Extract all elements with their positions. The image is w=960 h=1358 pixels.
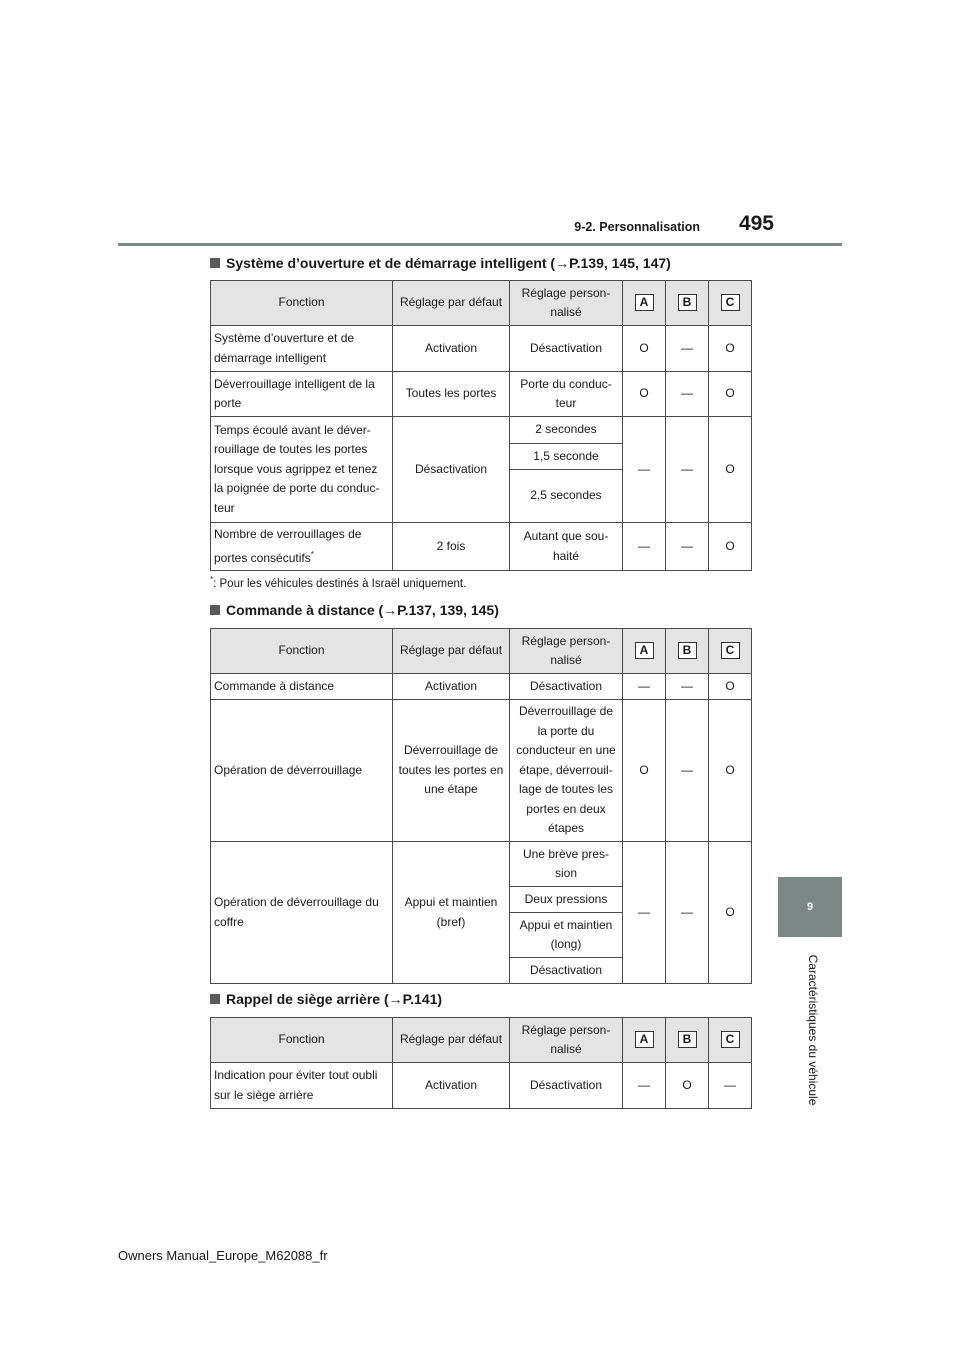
cell-function: Déverrouillage intelligent de la porte — [211, 372, 393, 417]
cell-default: Appui et maintien (bref) — [393, 842, 510, 984]
page-number: 495 — [738, 212, 774, 235]
footnote-marker: * — [310, 549, 314, 559]
cell-default: Désactivation — [393, 417, 510, 523]
cell-a: O — [623, 700, 666, 842]
table-row — [211, 523, 752, 571]
header-b — [666, 281, 709, 326]
cell-custom: Appui et maintien (long) — [510, 913, 623, 958]
table-row — [211, 417, 752, 444]
table-header-row — [211, 629, 752, 674]
table-row — [211, 326, 752, 372]
section-title: 9-2. Personnalisation — [574, 220, 700, 234]
cell-c: O — [709, 372, 752, 417]
section-heading-rear-seat — [210, 991, 442, 1007]
footnote-mark: * — [210, 575, 214, 584]
cell-c: O — [709, 417, 752, 523]
cell-b: — — [666, 842, 709, 984]
header-default: Réglage par défaut — [393, 281, 510, 326]
cell-default: Activation — [393, 1063, 510, 1109]
label-b: B — [678, 642, 697, 659]
label-c: C — [721, 294, 740, 311]
cell-custom: Désactivation — [510, 674, 623, 700]
label-b: B — [678, 1031, 697, 1048]
cell-c: O — [709, 700, 752, 842]
cell-a: O — [623, 326, 666, 372]
cell-custom: Deux pressions — [510, 887, 623, 913]
cell-b: — — [666, 417, 709, 523]
section-heading-remote — [210, 602, 499, 618]
table-intelligent-entry — [210, 280, 752, 571]
cell-function-text: Nombre de verrouillages de portes consécutifs — [214, 527, 362, 565]
header-default: Réglage par défaut — [393, 629, 510, 674]
section-heading-text: Rappel de siège arrière (→P.141) — [226, 991, 443, 1007]
table-row — [211, 700, 752, 842]
cell-function: Opération de déverrouillage — [211, 700, 393, 842]
cell-custom: Une brève pres-sion — [510, 842, 623, 887]
header-b — [666, 1018, 709, 1063]
header-c — [709, 629, 752, 674]
header-function: Fonction — [211, 281, 393, 326]
cell-a: — — [623, 674, 666, 700]
cell-default: Toutes les portes — [393, 372, 510, 417]
cell-default: Activation — [393, 326, 510, 372]
cell-default: Activation — [393, 674, 510, 700]
table-row — [211, 674, 752, 700]
header-custom: Réglage person-nalisé — [510, 281, 623, 326]
section-heading-text: Système d’ouverture et de démarrage intelligent (→P.139, 145, 147) — [226, 255, 671, 271]
table-rear-seat — [210, 1017, 752, 1109]
header-function: Fonction — [211, 1018, 393, 1063]
chapter-tab — [778, 877, 842, 937]
cell-custom: Déverrouillage de la porte du conducteur en une étape, déverrouil-lage de toutes les portes en deux étapes — [510, 700, 623, 842]
footer-manual-id: Owners Manual_Europe_M62088_fr — [118, 1248, 328, 1263]
cell-function: Opération de déverrouillage du coffre — [211, 842, 393, 984]
cell-custom: Autant que sou-haité — [510, 523, 623, 571]
cell-function: Indication pour éviter tout oubli sur le siège arrière — [211, 1063, 393, 1109]
cell-b: O — [666, 1063, 709, 1109]
table-row — [211, 842, 752, 887]
square-bullet-icon — [210, 994, 220, 1004]
square-bullet-icon — [210, 258, 220, 268]
cell-function: Système d’ouverture et de démarrage intelligent — [211, 326, 393, 372]
cell-c: O — [709, 326, 752, 372]
header-function: Fonction — [211, 629, 393, 674]
table-header-row — [211, 1018, 752, 1063]
cell-b: — — [666, 326, 709, 372]
label-a: A — [635, 642, 654, 659]
label-c: C — [721, 1031, 740, 1048]
cell-custom: 2,5 secondes — [510, 470, 623, 523]
label-c: C — [721, 642, 740, 659]
cell-a: — — [623, 523, 666, 571]
cell-custom: Désactivation — [510, 326, 623, 372]
cell-function: Temps écoulé avant le déver-rouillage de toutes les portes lorsque vous agrippez et tenez la poignée de porte du conduc-teur — [211, 417, 393, 523]
table-header-row — [211, 281, 752, 326]
cell-c: O — [709, 842, 752, 984]
cell-c: O — [709, 523, 752, 571]
cell-custom: 2 secondes — [510, 417, 623, 444]
table-row — [211, 1063, 752, 1109]
cell-a: — — [623, 1063, 666, 1109]
cell-b: — — [666, 700, 709, 842]
footnote-text: : Pour les véhicules destinés à Israël uniquement. — [213, 577, 467, 590]
cell-function: Commande à distance — [211, 674, 393, 700]
cell-custom: Porte du conduc-teur — [510, 372, 623, 417]
header-default: Réglage par défaut — [393, 1018, 510, 1063]
cell-c: O — [709, 674, 752, 700]
label-b: B — [678, 294, 697, 311]
header-a — [623, 1018, 666, 1063]
section-heading-intelligent-entry — [210, 255, 671, 271]
cell-custom: Désactivation — [510, 1063, 623, 1109]
cell-b: — — [666, 372, 709, 417]
table-row — [211, 372, 752, 417]
cell-c: — — [709, 1063, 752, 1109]
chapter-number: 9 — [806, 901, 814, 913]
cell-a: O — [623, 372, 666, 417]
header-c — [709, 281, 752, 326]
header-c — [709, 1018, 752, 1063]
label-a: A — [635, 294, 654, 311]
header-a — [623, 629, 666, 674]
chapter-title: Caractéristiques du véhicule — [806, 954, 820, 1106]
label-a: A — [635, 1031, 654, 1048]
header-a — [623, 281, 666, 326]
cell-custom: Désactivation — [510, 958, 623, 984]
cell-default: 2 fois — [393, 523, 510, 571]
footnote — [210, 575, 466, 590]
cell-custom: 1,5 seconde — [510, 444, 623, 470]
cell-a: — — [623, 842, 666, 984]
header-b — [666, 629, 709, 674]
square-bullet-icon — [210, 605, 220, 615]
header-custom: Réglage person-nalisé — [510, 1018, 623, 1063]
header-rule — [118, 243, 842, 246]
cell-default: Déverrouillage de toutes les portes en une étape — [393, 700, 510, 842]
section-heading-text: Commande à distance (→P.137, 139, 145) — [226, 602, 499, 618]
header-custom: Réglage person-nalisé — [510, 629, 623, 674]
cell-b: — — [666, 523, 709, 571]
cell-b: — — [666, 674, 709, 700]
cell-function — [211, 523, 393, 571]
table-remote — [210, 628, 752, 984]
cell-a: — — [623, 417, 666, 523]
